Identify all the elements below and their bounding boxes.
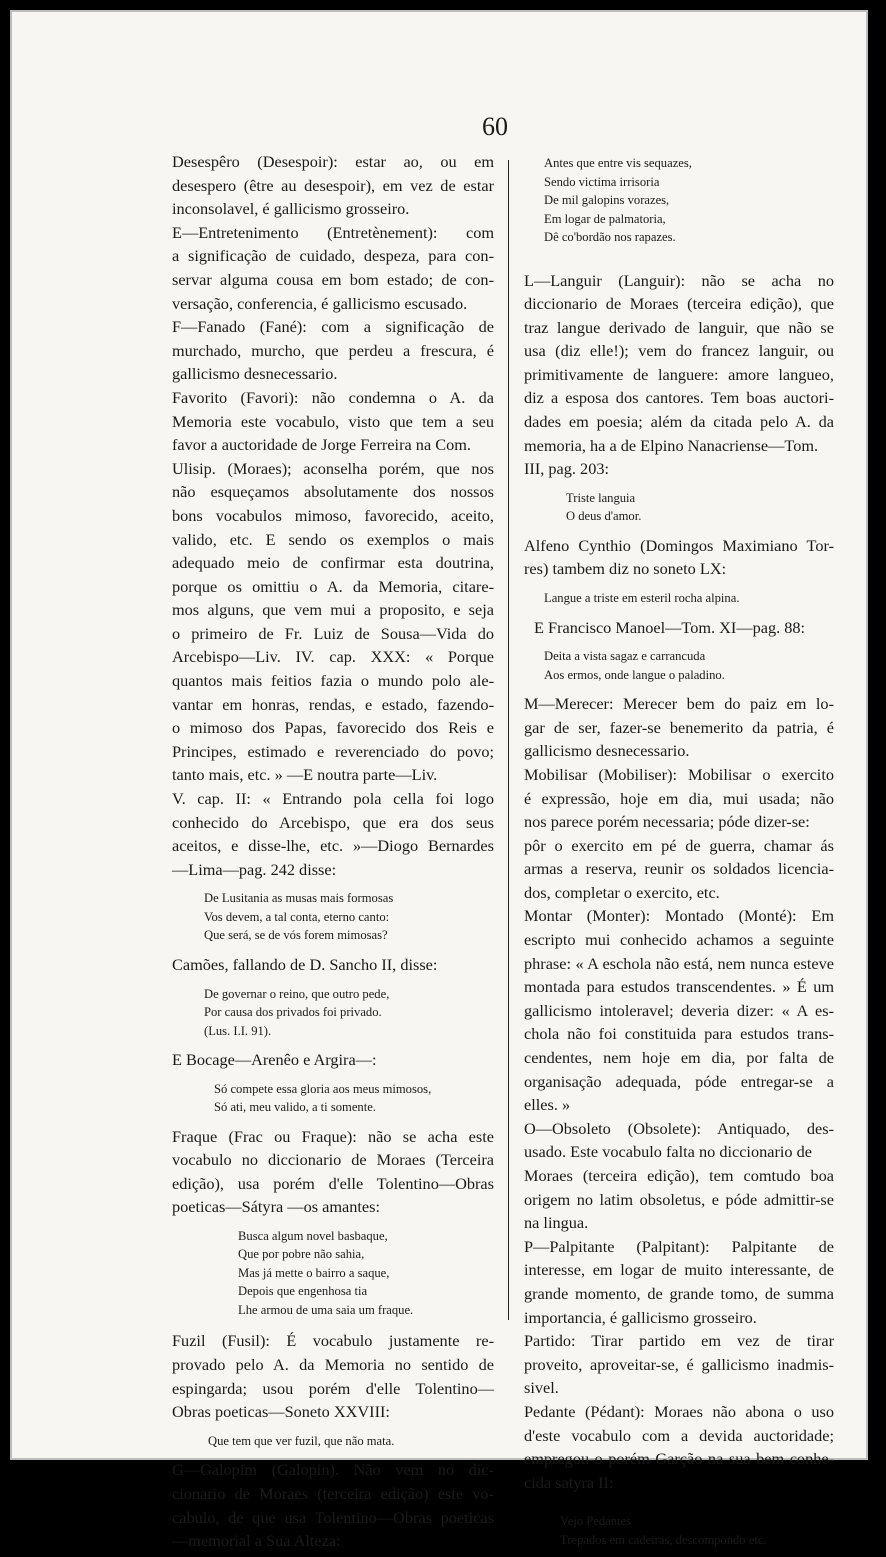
right-prose-block-1	[524, 269, 834, 481]
right-prose-block-2	[524, 534, 834, 581]
text-line: versação, conferencia, é gallicismo escusado.	[172, 293, 468, 313]
text-line: Mas já mette o bairro a saque,	[238, 1265, 390, 1280]
text-line: Dê co'bordão nos rapazes.	[544, 230, 676, 244]
text-line: tanto mais, etc. » —E noutra parte—Liv.	[172, 765, 438, 785]
text-line: origem no latim obsoletus, e póde admittir-se	[524, 1189, 834, 1209]
text-line: bons vocabulos mimoso, favorecido, aceito,	[172, 505, 494, 525]
text-line: Antes que entre vis sequazes,	[544, 156, 692, 170]
left-verse-5	[208, 1432, 494, 1451]
text-line: Vejo Pedantes	[560, 1514, 631, 1529]
text-line: Só ati, meu valido, a ti somente.	[214, 1100, 376, 1115]
text-line: o primeiro de Fr. Luiz de Sousa—Vida do	[172, 623, 494, 643]
text-line: Moraes (terceira edição), tem comtudo boa	[524, 1166, 834, 1185]
left-verse-1	[204, 889, 494, 945]
text-line: dades em poesia; além da citada pelo A. da	[524, 412, 834, 432]
text-line: Favorito (Favori): não condemna o A. da	[172, 387, 494, 407]
text-line: V. cap. II: « Entrando pola cella foi logo	[172, 789, 494, 809]
text-line: usa (diz elle!); vem do francez languir, ou	[524, 341, 834, 361]
text-line: diccionario de Moraes (terceira edição), que	[524, 294, 834, 314]
left-prose-block-2	[172, 1125, 494, 1219]
right-verse-3	[544, 589, 834, 608]
text-line: phrase: « A eschola não está, nem nunca esteve	[524, 953, 834, 973]
text-line: III, pag. 203:	[524, 459, 609, 479]
text-line: a significação de cuidado, despeza, para con-	[172, 246, 494, 266]
text-line: Alfeno Cynthio (Domingos Maximiano Tor-	[524, 535, 834, 555]
text-line: M—Merecer: Merecer bem do paiz em lo-	[524, 694, 834, 714]
text-line: Fraque (Frac ou Fraque): não se acha este	[172, 1126, 494, 1146]
text-line: Memoria este vocabulo, visto que tem a seu	[172, 411, 494, 431]
text-line: O—Obsoleto (Obsolete): Antiquado, des-	[524, 1118, 834, 1138]
right-column	[524, 150, 834, 1557]
text-line: Busca algum novel basbaque,	[238, 1228, 388, 1243]
text-line: é expressão, hoje em dia, mui usada; não	[524, 788, 834, 808]
text-line: valido, etc. E sendo os exemplos o mais	[172, 529, 494, 549]
text-line: armas a reserva, reunir os soldados licencia-	[524, 859, 834, 879]
text-line: aceitos, e disse-lhe, etc. »—Diogo Bernardes	[172, 836, 494, 856]
text-line: montada para estudos transcendentes. » É um	[524, 977, 834, 997]
text-line: mos alguns, que vem mui a proposito, e seja	[172, 600, 494, 620]
text-line: proveito, aproveitar-se, é gallicismo inadmis-	[524, 1354, 834, 1374]
text-line: De Lusitania as musas mais formosas	[204, 891, 394, 906]
text-line: murchado, murcho, que perdeu a frescura, é	[172, 340, 494, 360]
text-line: Montar (Monter): Montado (Monté): Em	[524, 906, 834, 926]
text-line: d'este vocabulo com a devida auctoridade;	[524, 1425, 834, 1445]
text-line: gallicismo intoleravel; deveria dizer: « A es-	[524, 1000, 834, 1020]
text-line: Partido: Tirar partido em vez de tirar	[524, 1331, 834, 1351]
text-line: Que por pobre não sahia,	[238, 1247, 365, 1262]
text-line: empregou-o porém Garção na sua bem conhe-	[524, 1449, 834, 1469]
text-line: P—Palpitante (Palpitant): Palpitante de	[524, 1236, 834, 1256]
text-line: Arcebispo—Liv. IV. cap. XXX: « Porque	[172, 647, 494, 667]
text-line: cida satyra II:	[524, 1472, 614, 1492]
right-verse-2	[566, 489, 834, 526]
right-verse-4	[544, 647, 834, 684]
text-line: Vos devem, a tal conta, eterno canto:	[204, 909, 390, 924]
text-line: Mobilisar (Mobiliser): Mobilisar o exercito	[524, 764, 834, 784]
text-line: Fuzil (Fusil): É vocabulo justamente re-	[172, 1331, 494, 1351]
right-verse-1	[544, 154, 834, 247]
text-line: memoria, ha a de Elpino Nanacriense—Tom.	[524, 435, 819, 455]
text-line: Trepados em cadeiras, descompondo etc.	[560, 1532, 767, 1547]
text-line: Que será, se de vós forem mimosas?	[204, 928, 388, 943]
text-line: não esqueçamos absolutamente dos nossos	[172, 482, 494, 502]
text-line: diz a esposa dos cantores. Tem boas auctori-	[524, 388, 834, 408]
text-line: Pedante (Pédant): Moraes não abona o uso	[524, 1401, 834, 1421]
left-prose-block-4	[172, 1458, 494, 1552]
text-line: importancia, é gallicismo grosseiro.	[524, 1307, 757, 1327]
text-line: Que tem que ver fuzil, que não mata.	[208, 1433, 395, 1448]
text-line: cabulo, de que usa Tolentino—Obras poeticas	[172, 1507, 494, 1527]
text-line: L—Languir (Languir): não se acha no	[524, 270, 834, 290]
text-line: vantar em honras, rendas, e estado, fazendo-	[172, 694, 494, 714]
left-verse-3	[214, 1080, 494, 1117]
left-verse-2	[204, 985, 494, 1041]
text-line: res) tambem diz no soneto LX:	[524, 559, 727, 579]
column-divider	[508, 160, 509, 1320]
text-line: inconsolavel, é gallicismo grosseiro.	[172, 199, 410, 219]
text-line: E—Entretenimento (Entretènement): com	[172, 222, 494, 242]
text-line: cendentes, nem hoje em dia, por falta de	[524, 1048, 834, 1068]
left-column	[172, 150, 494, 1553]
text-line: quantos mais feitios fazia o mundo polo ale-	[172, 671, 494, 691]
text-line: chola não foi constituida para estudos trans-	[524, 1024, 834, 1044]
text-line: G—Galopim (Galopin). Não vem no dic-	[172, 1460, 494, 1480]
text-line: adequado meio de confirmar esta doutrina,	[172, 553, 494, 573]
text-line: o mimoso dos Papas, favorecido dos Reis e	[172, 718, 494, 738]
left-prose-block-3	[172, 1329, 494, 1423]
text-line: conhecido do Arcebispo, que era dos seus	[172, 812, 494, 832]
text-line: edição), usa porém d'elle Tolentino—Obras	[172, 1173, 494, 1193]
text-line: gallicismo desnecessario.	[524, 741, 690, 761]
left-verse-4	[238, 1227, 494, 1320]
text-line: O deus d'amor.	[566, 509, 642, 524]
text-line: (Lus. I.I. 91).	[204, 1023, 272, 1038]
text-line: porque os omittiu o A. da Memoria, citare-	[172, 576, 494, 596]
text-line: na lingua.	[524, 1213, 589, 1233]
page-number: 60	[482, 112, 508, 141]
text-line: nos parece porém necessaria; póde dizer-se:	[524, 812, 810, 832]
text-line: Sendo victima irrisoria	[544, 174, 660, 189]
text-line: Deita a vista sagaz e carrancuda	[544, 649, 706, 664]
left-prose-block-1	[172, 150, 494, 881]
text-line: —memorial a Sua Alteza:	[172, 1531, 341, 1551]
text-line: desespero (être au desespoir), em vez de estar	[172, 175, 494, 195]
right-prose-block-3	[524, 692, 834, 1494]
text-line: pôr o exercito em pé de guerra, chamar ás	[524, 835, 834, 855]
text-line: Lhe armou de uma saia um fraque.	[238, 1302, 414, 1317]
text-line: interesse, em logar de muito interessante, de	[524, 1260, 834, 1280]
text-line: gallicismo desnecessario.	[172, 364, 338, 384]
text-line: grande momento, de grande tomo, de summa	[524, 1283, 834, 1303]
text-line: Em logar de palmatoria,	[544, 211, 666, 226]
text-line: favor a auctoridade de Jorge Ferreira na Com.	[172, 435, 471, 455]
text-line: Só compete essa gloria aos meus mimosos,	[214, 1081, 432, 1096]
text-line: De mil galopins vorazes,	[544, 193, 670, 207]
camoes-line: Camões, fallando de D. Sancho II, disse:	[172, 954, 438, 974]
text-line: F—Fanado (Fané): com a significação de	[172, 317, 494, 337]
text-line: usado. Este vocabulo falta no diccionario de	[524, 1142, 812, 1162]
text-line: Aos ermos, onde langue o paladino.	[544, 667, 725, 682]
text-line: traz langue derivado de languir, que não se	[524, 317, 834, 337]
bocage-line: E Bocage—Arenêo e Argira—:	[172, 1050, 377, 1069]
text-line: servar alguma cousa em bom estado; de con-	[172, 269, 494, 289]
text-line: sivel.	[524, 1378, 559, 1398]
manoel-line: E Francisco Manoel—Tom. XI—pag. 88:	[534, 617, 806, 637]
text-line: dos, completar o exercito, etc.	[524, 882, 720, 902]
text-line: espingarda; usou porém d'elle Tolentino—	[172, 1378, 494, 1398]
text-line: De governar o reino, que outro pede,	[204, 986, 390, 1001]
right-verse-5	[560, 1512, 834, 1549]
text-line: vocabulo no diccionario de Moraes (Terceira	[172, 1150, 494, 1170]
text-line: primitivamente de languere: amore langueo,	[524, 364, 834, 384]
text-line: cionario de Moraes (terceira edição) este vo-	[172, 1483, 494, 1503]
text-line: escripto mui conhecido achamos a seguinte	[524, 930, 834, 950]
text-line: gar de ser, fazer-se benemerito da patria, é	[524, 717, 834, 737]
scanned-page	[10, 10, 868, 1551]
text-line: Por causa dos privados foi privado.	[204, 1005, 382, 1019]
text-line: elles. »	[524, 1095, 571, 1115]
text-line: Obras poeticas—Soneto XXVIII:	[172, 1402, 390, 1422]
text-line: provado pelo A. da Memoria no sentido de	[172, 1355, 494, 1375]
text-line: —Lima—pag. 242 disse:	[172, 859, 337, 879]
text-line: Principes, estimado e reverenciado do povo;	[172, 741, 494, 761]
text-line: Langue a triste em esteril rocha alpina.	[544, 591, 740, 606]
text-line: Ulisip. (Moraes); aconselha porém, que nos	[172, 458, 494, 478]
text-line: poeticas—Sátyra —os amantes:	[172, 1197, 380, 1217]
text-line: organisação adequada, póde entregar-se a	[524, 1071, 834, 1091]
text-line: Triste languia	[566, 490, 636, 505]
text-line: Desespêro (Desespoir): estar ao, ou em	[172, 152, 494, 171]
text-line: Depois que engenhosa tia	[238, 1284, 368, 1299]
